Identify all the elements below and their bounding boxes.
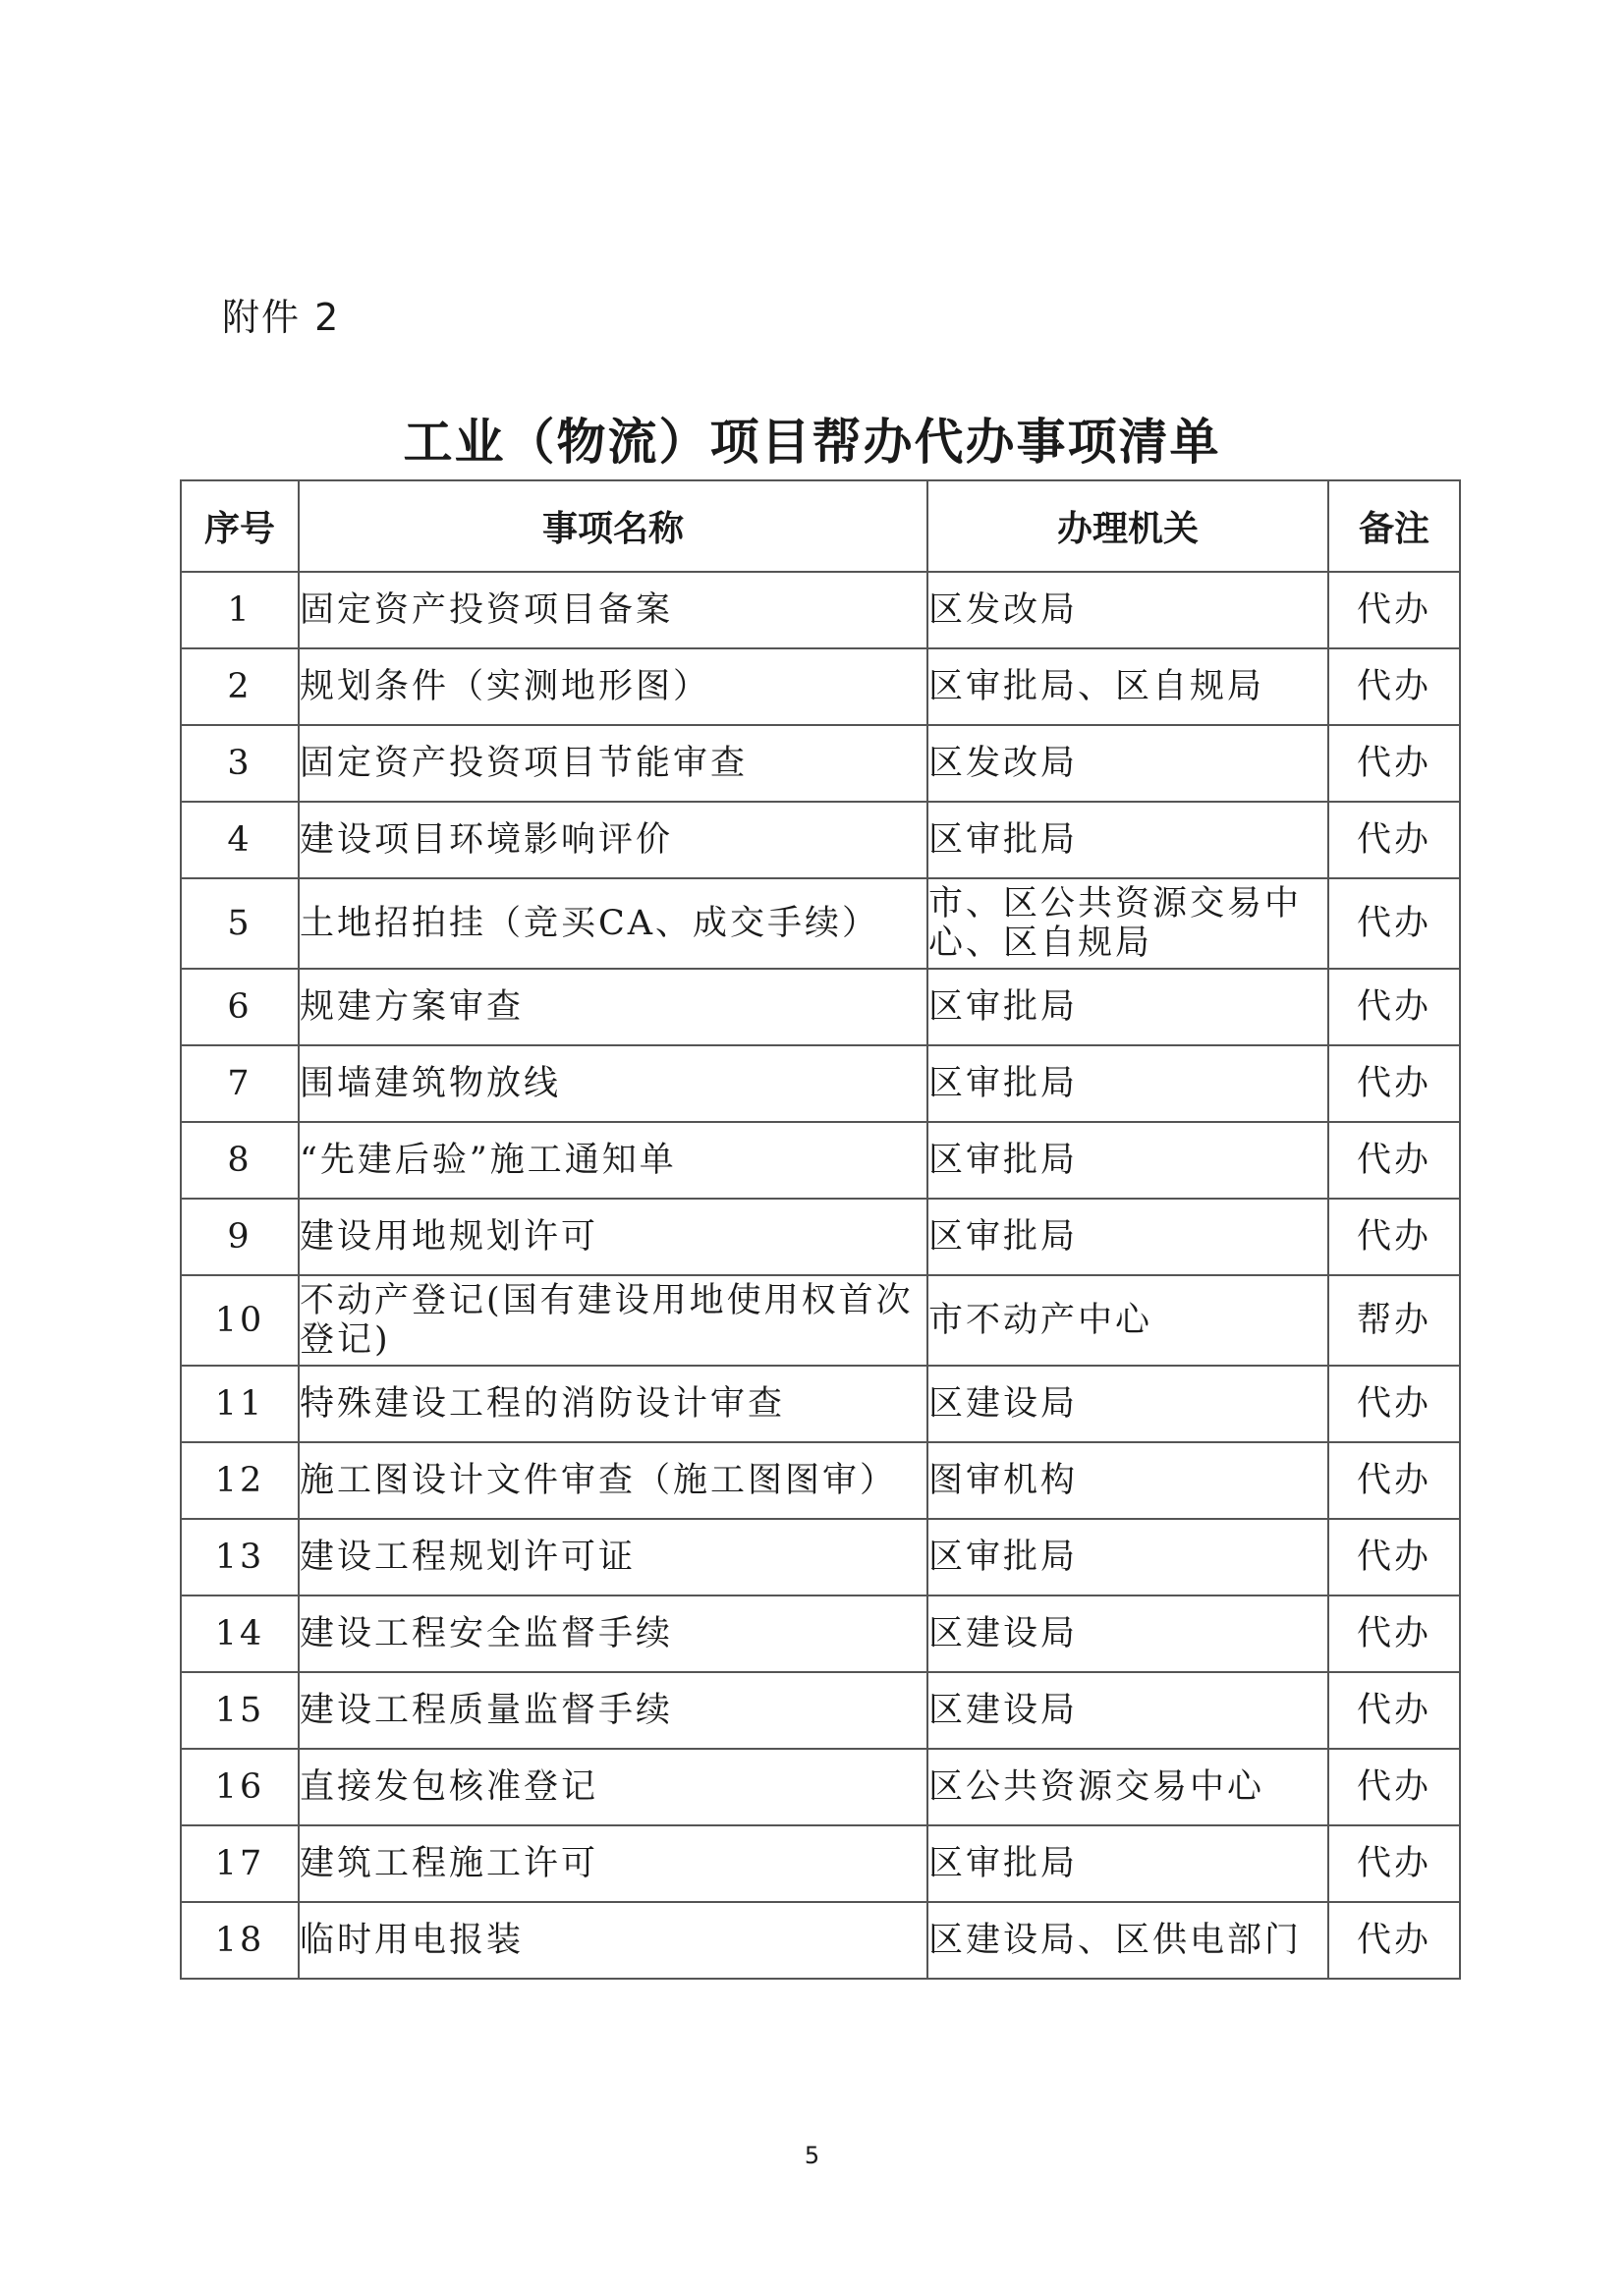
cell-agency: 区审批局	[927, 1825, 1328, 1902]
table-row	[181, 572, 1460, 648]
cell-name: 施工图设计文件审查（施工图图审）	[299, 1442, 927, 1519]
cell-seq: 15	[181, 1672, 299, 1749]
table-row	[181, 1045, 1460, 1122]
cell-note: 帮办	[1328, 1275, 1460, 1366]
cell-note: 代办	[1328, 1442, 1460, 1519]
cell-agency: 图审机构	[927, 1442, 1328, 1519]
cell-name: 特殊建设工程的消防设计审查	[299, 1366, 927, 1442]
cell-seq: 13	[181, 1519, 299, 1595]
cell-name: 建设用地规划许可	[299, 1199, 927, 1275]
table-header-row	[181, 480, 1460, 572]
cell-name: 不动产登记(国有建设用地使用权首次登记)	[299, 1275, 927, 1366]
cell-name: “先建后验”施工通知单	[299, 1122, 927, 1199]
cell-seq: 12	[181, 1442, 299, 1519]
cell-note: 代办	[1328, 572, 1460, 648]
cell-name: 规建方案审查	[299, 969, 927, 1045]
table-row	[181, 1825, 1460, 1902]
cell-name: 固定资产投资项目节能审查	[299, 725, 927, 802]
cell-seq: 10	[181, 1275, 299, 1366]
table-row	[181, 1672, 1460, 1749]
cell-name: 建设项目环境影响评价	[299, 802, 927, 878]
cell-agency: 区建设局	[927, 1672, 1328, 1749]
cell-agency: 区审批局	[927, 1199, 1328, 1275]
cell-agency: 区审批局	[927, 802, 1328, 878]
cell-note: 代办	[1328, 1825, 1460, 1902]
cell-agency: 区建设局、区供电部门	[927, 1902, 1328, 1979]
cell-seq: 8	[181, 1122, 299, 1199]
cell-note: 代办	[1328, 1902, 1460, 1979]
cell-note: 代办	[1328, 1749, 1460, 1825]
cell-seq: 5	[181, 878, 299, 969]
header-agency: 办理机关	[927, 480, 1328, 572]
cell-seq: 9	[181, 1199, 299, 1275]
table-row	[181, 1275, 1460, 1366]
cell-agency: 区公共资源交易中心	[927, 1749, 1328, 1825]
cell-agency: 区建设局	[927, 1595, 1328, 1672]
cell-agency: 市、区公共资源交易中心、区自规局	[927, 878, 1328, 969]
table-row	[181, 1442, 1460, 1519]
cell-note: 代办	[1328, 725, 1460, 802]
cell-note: 代办	[1328, 648, 1460, 725]
cell-note: 代办	[1328, 1672, 1460, 1749]
header-note: 备注	[1328, 480, 1460, 572]
cell-name: 建设工程安全监督手续	[299, 1595, 927, 1672]
cell-agency: 区审批局	[927, 1122, 1328, 1199]
cell-seq: 17	[181, 1825, 299, 1902]
table-row	[181, 1902, 1460, 1979]
table-row	[181, 1366, 1460, 1442]
cell-agency: 区发改局	[927, 725, 1328, 802]
table-row	[181, 1749, 1460, 1825]
table-row	[181, 969, 1460, 1045]
cell-note: 代办	[1328, 1595, 1460, 1672]
cell-note: 代办	[1328, 802, 1460, 878]
cell-seq: 4	[181, 802, 299, 878]
cell-name: 土地招拍挂（竞买CA、成交手续）	[299, 878, 927, 969]
table-row	[181, 648, 1460, 725]
page-title: 工业（物流）项目帮办代办事项清单	[403, 414, 1221, 471]
cell-note: 代办	[1328, 1199, 1460, 1275]
cell-name: 建筑工程施工许可	[299, 1825, 927, 1902]
cell-note: 代办	[1328, 1045, 1460, 1122]
cell-name: 规划条件（实测地形图）	[299, 648, 927, 725]
table-row	[181, 878, 1460, 969]
table-row	[181, 802, 1460, 878]
cell-seq: 2	[181, 648, 299, 725]
cell-seq: 3	[181, 725, 299, 802]
cell-seq: 11	[181, 1366, 299, 1442]
cell-name: 围墙建筑物放线	[299, 1045, 927, 1122]
table-row	[181, 1199, 1460, 1275]
cell-agency: 区审批局	[927, 1045, 1328, 1122]
cell-agency: 市不动产中心	[927, 1275, 1328, 1366]
items-table	[180, 479, 1461, 1980]
cell-seq: 14	[181, 1595, 299, 1672]
table-row	[181, 725, 1460, 802]
cell-name: 临时用电报装	[299, 1902, 927, 1979]
cell-seq: 7	[181, 1045, 299, 1122]
cell-agency: 区审批局、区自规局	[927, 648, 1328, 725]
cell-name: 直接发包核准登记	[299, 1749, 927, 1825]
table-row	[181, 1122, 1460, 1199]
cell-seq: 16	[181, 1749, 299, 1825]
header-name: 事项名称	[299, 480, 927, 572]
cell-agency: 区发改局	[927, 572, 1328, 648]
table-row	[181, 1595, 1460, 1672]
header-seq: 序号	[181, 480, 299, 572]
cell-note: 代办	[1328, 878, 1460, 969]
cell-note: 代办	[1328, 1519, 1460, 1595]
cell-name: 固定资产投资项目备案	[299, 572, 927, 648]
cell-name: 建设工程质量监督手续	[299, 1672, 927, 1749]
page-number: 5	[804, 2142, 820, 2169]
cell-name: 建设工程规划许可证	[299, 1519, 927, 1595]
cell-seq: 1	[181, 572, 299, 648]
table-row	[181, 1519, 1460, 1595]
cell-agency: 区审批局	[927, 969, 1328, 1045]
cell-agency: 区建设局	[927, 1366, 1328, 1442]
cell-note: 代办	[1328, 1366, 1460, 1442]
cell-seq: 18	[181, 1902, 299, 1979]
cell-agency: 区审批局	[927, 1519, 1328, 1595]
cell-note: 代办	[1328, 1122, 1460, 1199]
cell-note: 代办	[1328, 969, 1460, 1045]
attachment-label: 附件 2	[222, 296, 341, 339]
cell-seq: 6	[181, 969, 299, 1045]
